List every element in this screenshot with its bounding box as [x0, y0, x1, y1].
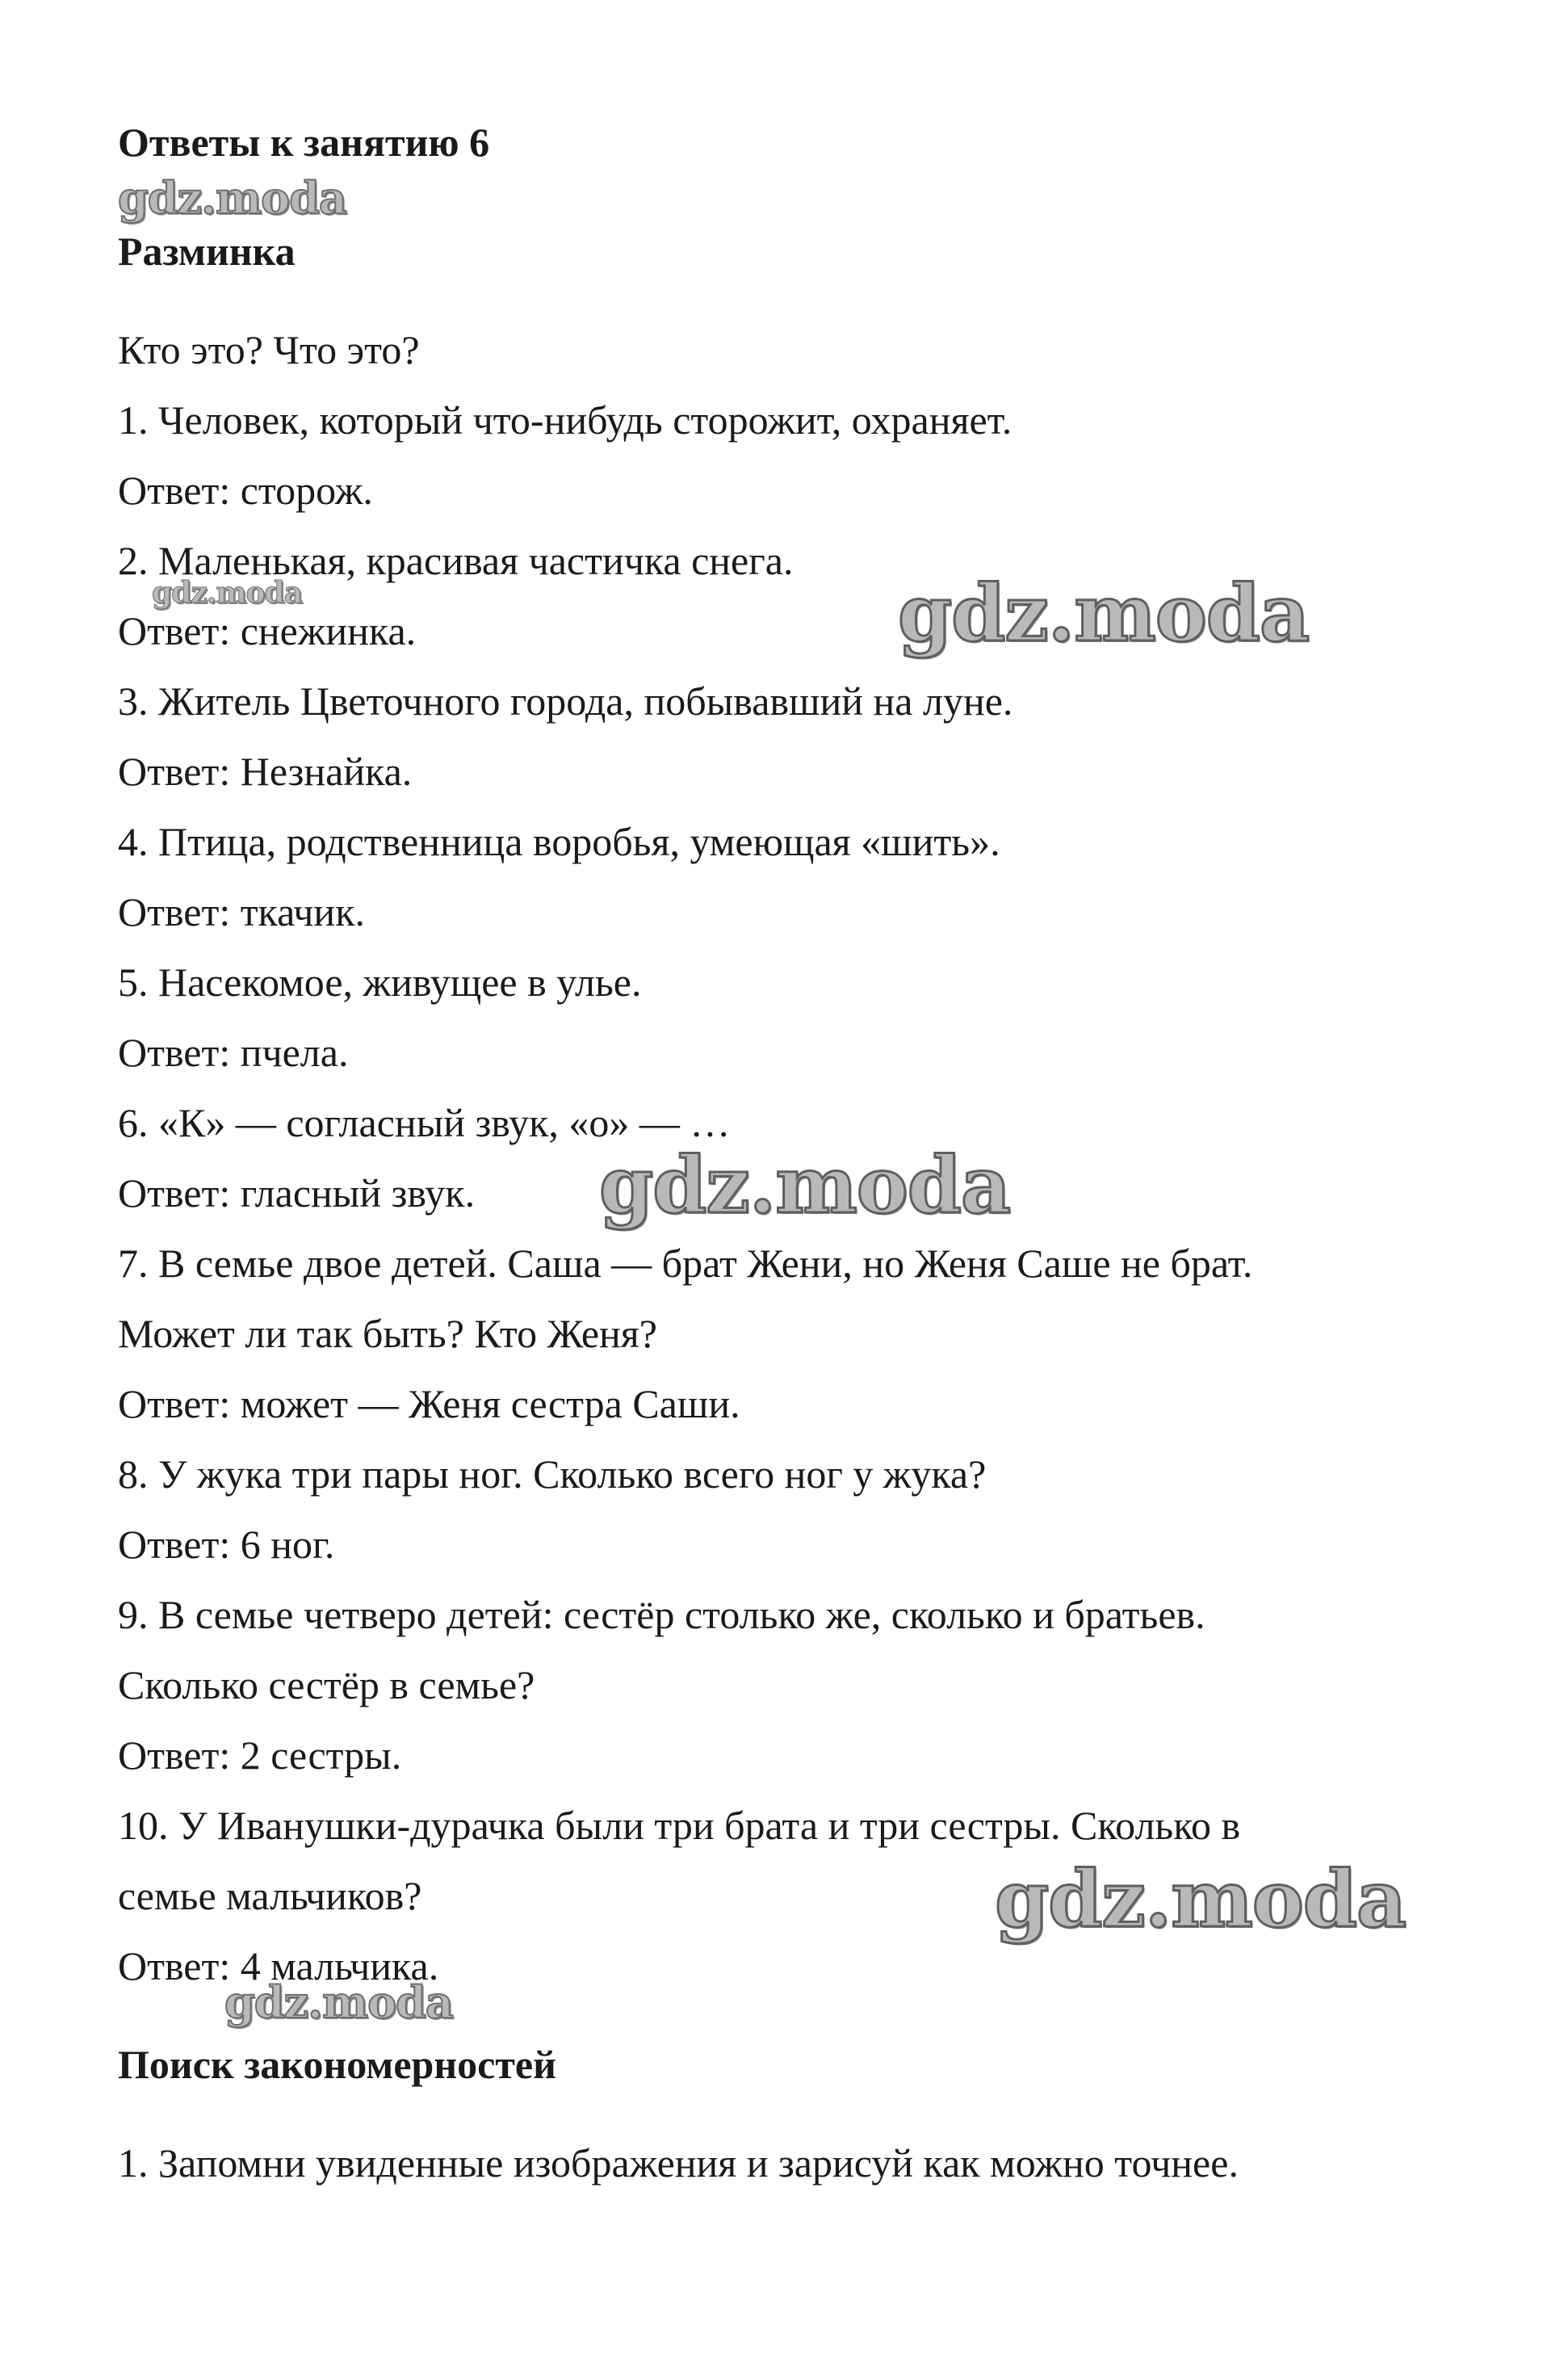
- text-line: 1. Запомни увиденные изображения и зарисуй как можно точнее.: [118, 2140, 1239, 2186]
- text-line: 4. Птица, родственница воробья, умеющая «шить».: [118, 819, 1000, 864]
- text-line: Ответ: гласный звук.: [118, 1170, 476, 1216]
- text-line: 6. «К» — согласный звук, «о» — …: [118, 1100, 731, 1145]
- watermark-logo: gdz.moda: [995, 1854, 1407, 1945]
- text-line: 10. У Иванушки-дурачка были три брата и три сестры. Сколько в: [118, 1803, 1241, 1848]
- section-heading-warmup: Разминка: [118, 229, 296, 274]
- text-line: Ответ: снежинка.: [118, 608, 417, 653]
- text-line: Ответ: пчела.: [118, 1030, 349, 1075]
- text-line: Ответ: сторож.: [118, 468, 373, 513]
- watermark-logo: gdz.moda: [224, 1976, 453, 2028]
- text-line: Ответ: может — Женя сестра Саши.: [118, 1381, 740, 1426]
- text-line: 3. Житель Цветочного города, побывавший на луне.: [118, 678, 1013, 724]
- watermark-logo: gdz.moda: [599, 1140, 1011, 1231]
- page-title: Ответы к занятию 6: [118, 120, 490, 165]
- text-line: 8. У жука три пары ног. Сколько всего ног у жука?: [118, 1451, 987, 1497]
- watermark-logo: gdz.moda: [898, 568, 1310, 659]
- text-line: 9. В семье четверо детей: сестёр столько же, сколько и братьев.: [118, 1592, 1205, 1637]
- text-line: 1. Человек, который что-нибудь сторожит, охраняет.: [118, 397, 1012, 443]
- watermark-logo: gdz.moda: [118, 172, 346, 224]
- text-line: Ответ: 2 сестры.: [118, 1732, 402, 1778]
- watermark-logo: gdz.moda: [152, 576, 302, 610]
- text-line: Ответ: Незнайка.: [118, 749, 413, 794]
- text-line: 2. Маленькая, красивая частичка снега.: [118, 538, 794, 583]
- text-line: Сколько сестёр в семье?: [118, 1662, 535, 1707]
- text-line: 5. Насекомое, живущее в улье.: [118, 960, 642, 1005]
- text-line: Ответ: 6 ног.: [118, 1522, 335, 1567]
- section-heading-patterns: Поиск закономерностей: [118, 2042, 556, 2087]
- text-line: Может ли так быть? Кто Женя?: [118, 1311, 657, 1356]
- section-intro: Кто это? Что это?: [118, 327, 420, 372]
- text-line: 7. В семье двое детей. Саша — брат Жени, но Женя Саше не брат.: [118, 1241, 1253, 1286]
- text-line: Ответ: ткачик.: [118, 889, 365, 934]
- text-line: Ответ: 4 мальчика.: [118, 1943, 439, 1988]
- text-line: семье мальчиков?: [118, 1873, 422, 1918]
